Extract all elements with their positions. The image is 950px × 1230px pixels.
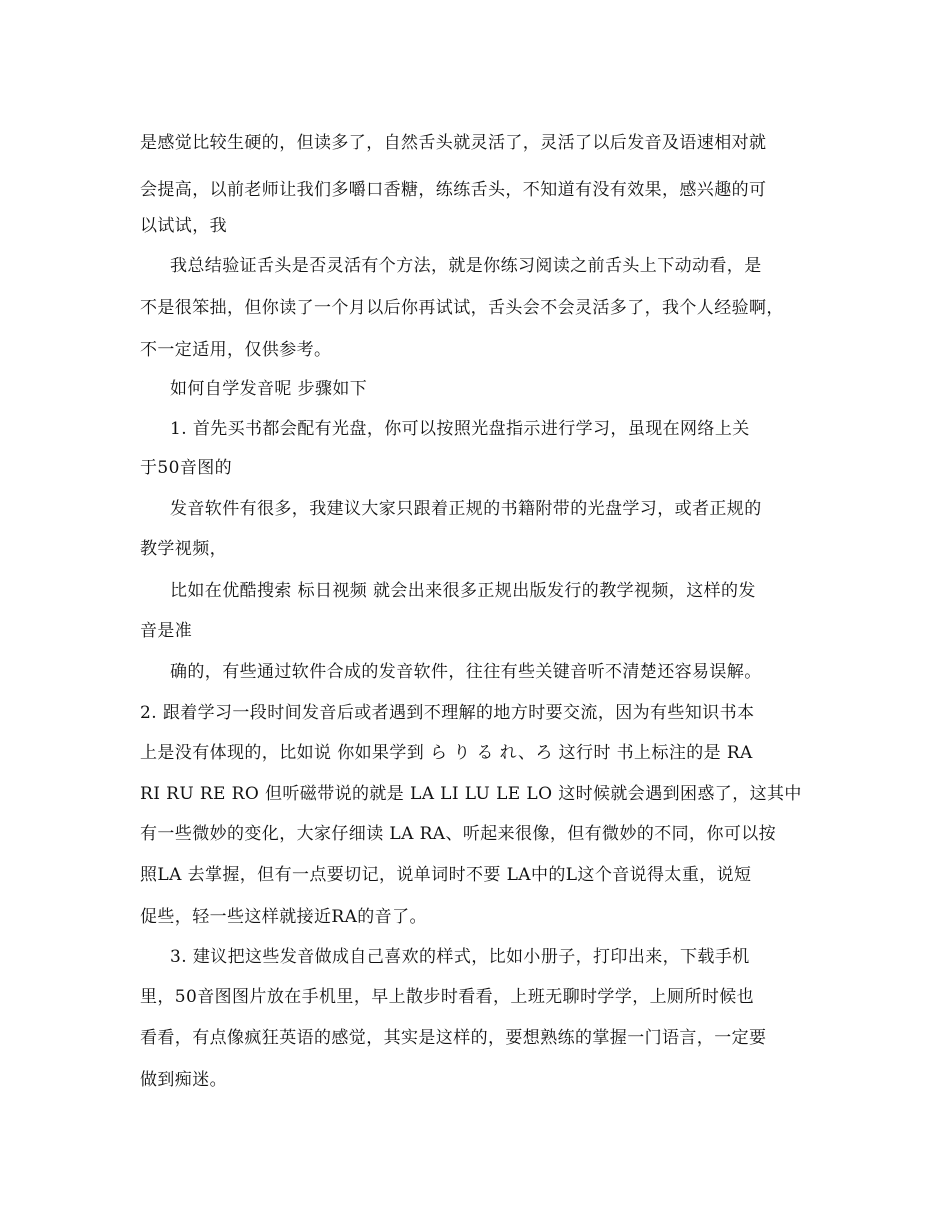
text-line: 不一定适用，仅供参考。 [140, 340, 332, 360]
text-line: 里，50音图图片放在手机里，早上散步时看看，上班无聊时学学，上厕所时候也 [140, 987, 755, 1007]
text-line: 3. 建议把这些发音做成自己喜欢的样式，比如小册子，打印出来，下载手机 [170, 947, 750, 967]
text-line: 会提高，以前老师让我们多嚼口香糖，练练舌头，不知道有没有效果，感兴趣的可 [140, 180, 767, 200]
text-line: 看看，有点像疯狂英语的感觉，其实是这样的，要想熟练的掌握一门语言，一定要 [140, 1028, 767, 1048]
text-line: 1. 首先买书都会配有光盘，你可以按照光盘指示进行学习，虽现在网络上关 [170, 419, 750, 439]
text-line: 比如在优酷搜索 标日视频 就会出来很多正规出版发行的教学视频，这样的发 [170, 581, 756, 601]
text-line: 2. 跟着学习一段时间发音后或者遇到不理解的地方时要交流，因为有些知识书本 [140, 703, 755, 723]
text-line: 上是没有体现的，比如说 你如果学到 ら り る れ、ろ 这行时 书上标注的是 RA [140, 743, 753, 763]
text-line: 有一些微妙的变化，大家仔细读 LA RA、听起来很像，但有微妙的不同，你可以按 [140, 824, 777, 844]
text-line: 音是准 [140, 621, 193, 641]
text-line: 是感觉比较生硬的，但读多了，自然舌头就灵活了，灵活了以后发音及语速相对就 [140, 133, 767, 153]
text-line: 照LA 去掌握，但有一点要切记，说单词时不要 LA中的L这个音说得太重，说短 [140, 865, 752, 885]
text-line: 教学视频， [140, 539, 227, 559]
text-line: RI RU RE RO 但听磁带说的就是 LA LI LU LE LO 这时候就会遇到困惑了，这其中 [140, 784, 802, 804]
text-line: 如何自学发音呢 步骤如下 [170, 379, 368, 399]
text-line: 不是很笨拙，但你读了一个月以后你再试试，舌头会不会灵活多了，我个人经验啊， [140, 298, 784, 318]
text-line: 以试试，我 [140, 216, 227, 236]
text-line: 做到痴迷。 [140, 1070, 227, 1090]
text-line: 促些，轻一些这样就接近RA的音了。 [140, 907, 427, 927]
text-line: 我总结验证舌头是否灵活有个方法，就是你练习阅读之前舌头上下动动看，是 [170, 256, 762, 276]
text-line: 确的，有些通过软件合成的发音软件，往往有些关键音听不清楚还容易误解。 [170, 662, 762, 682]
text-line: 于50音图的 [140, 458, 233, 478]
text-line: 发音软件有很多，我建议大家只跟着正规的书籍附带的光盘学习，或者正规的 [170, 499, 762, 519]
